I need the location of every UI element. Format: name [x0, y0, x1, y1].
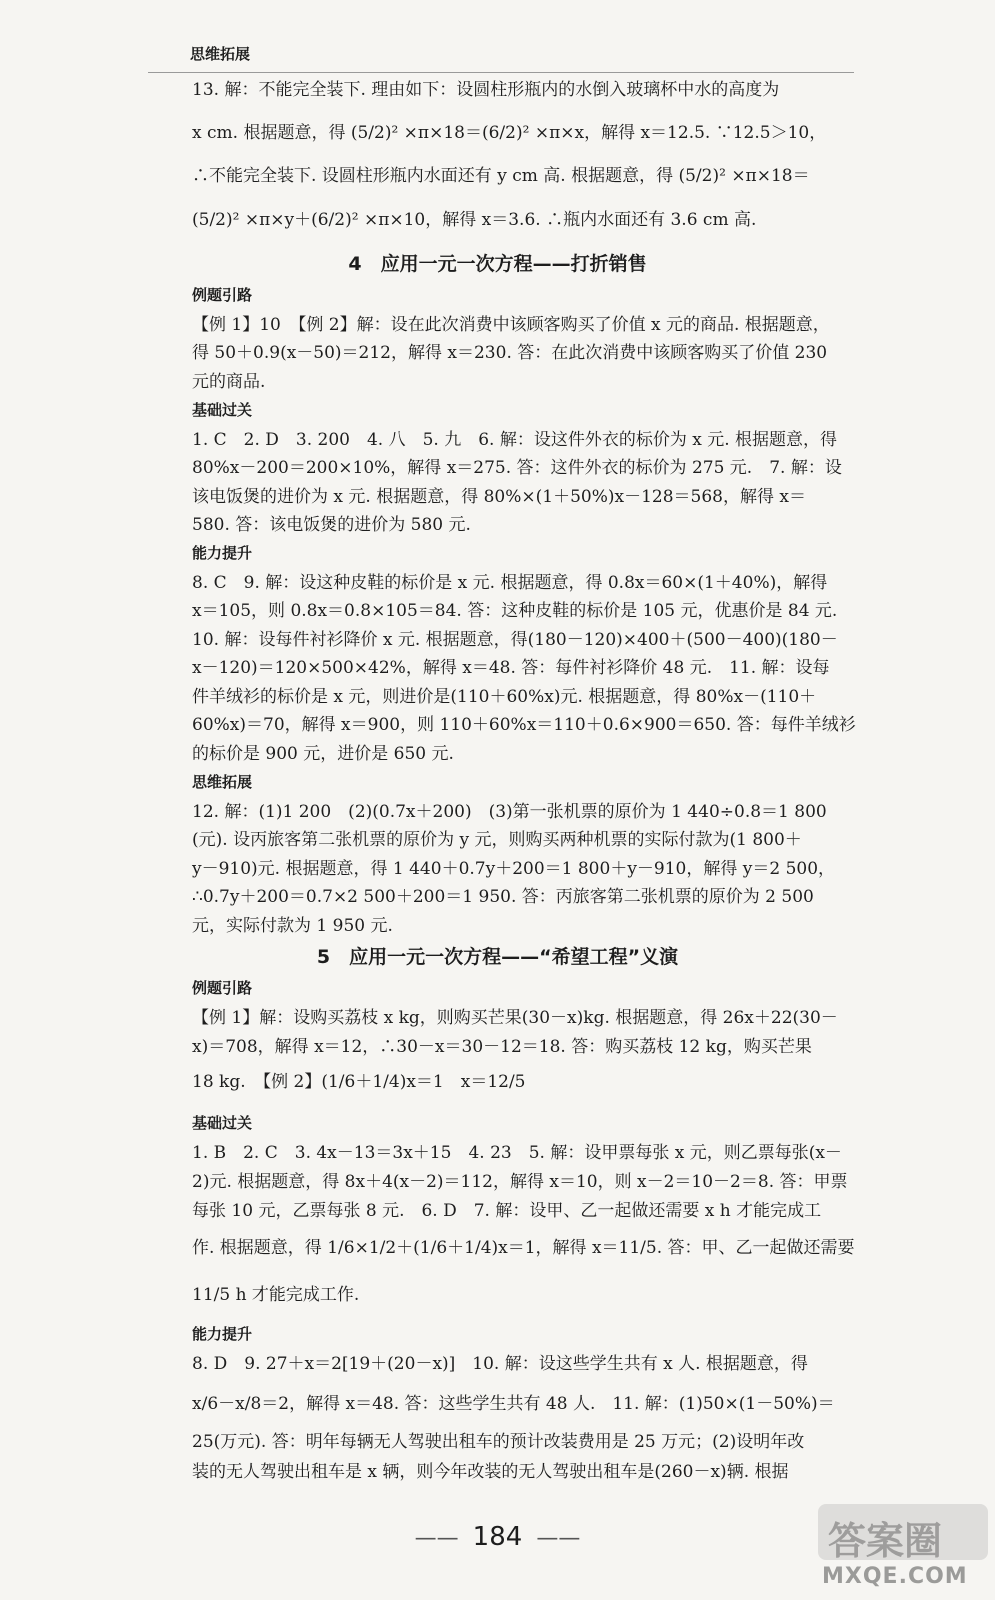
- text-line: 8. C 9. 解：设这种皮鞋的标价是 x 元. 根据题意，得 0.8x＝60×(1＋40%)，解得: [192, 573, 828, 593]
- text-line: 1. C 2. D 3. 200 4. 八 5. 九 6. 解：设这件外衣的标价为 x 元. 根据题意，得: [192, 430, 838, 450]
- text-line: 8. D 9. 27＋x＝2[19＋(20－x)] 10. 解：设这些学生共有 x 人. 根据题意，得: [192, 1354, 808, 1374]
- section-number: 5: [316, 946, 331, 968]
- watermark-logo: 答案圈: [828, 1519, 943, 1563]
- section-title-4: [0, 252, 995, 276]
- text-line: x cm. 根据题意，得 (5/2)² ×π×18＝(6/2)² ×π×x，解得 x＝12.5. ∵12.5＞10，: [192, 123, 827, 143]
- text-line: 25(万元). 答：明年每辆无人驾驶出租车的预计改装费用是 25 万元；(2)设明年改: [192, 1432, 805, 1452]
- text-line: x)＝708，解得 x＝12，∴30－x＝30－12＝18. 答：购买荔枝 12 kg，购买芒果: [192, 1037, 812, 1057]
- text-line: 18 kg. 【例 2】(1/6＋1/4)x＝1 x＝12/5: [192, 1072, 526, 1092]
- subheading: 基础过关: [192, 401, 253, 419]
- text-line: x＝105，则 0.8x＝0.8×105＝84. 答：这种皮鞋的标价是 105 元，优惠价是 84 元.: [192, 601, 838, 621]
- text-line: ∴不能完全装下. 设圆柱形瓶内水面还有 y cm 高. 根据题意，得 (5/2)² ×π×18＝: [192, 166, 810, 186]
- text-line: 的标价是 900 元，进价是 650 元.: [192, 744, 454, 764]
- text-line: (元). 设丙旅客第二张机票的原价为 y 元，则购买两种机票的实际付款为(1 800＋: [192, 830, 802, 850]
- watermark: [818, 1504, 986, 1594]
- text-line: x/6－x/8＝2，解得 x＝48. 答：这些学生共有 48 人. 11. 解：(1)50×(1－50%)＝: [192, 1394, 835, 1414]
- text-line: 【例 1】10 【例 2】解：设在此次消费中该顾客购买了价值 x 元的商品. 根据题意，: [192, 315, 830, 335]
- subheading: 能力提升: [192, 544, 253, 562]
- text-line: x－120)＝120×500×42%，解得 x＝48. 答：每件衬衫降价 48 元. 11. 解：设每: [192, 658, 830, 678]
- text-line: 580. 答：该电饭煲的进价为 580 元.: [192, 515, 471, 535]
- header-title: 思维拓展: [190, 45, 251, 63]
- page-number-value: 184: [472, 1522, 523, 1552]
- subheading: 例题引路: [192, 979, 253, 997]
- section-number: 4: [348, 253, 362, 275]
- text-line: 元的商品.: [192, 372, 266, 392]
- text-line: 件羊绒衫的标价是 x 元，则进价是(110＋60%x)元. 根据题意，得 80%x－(110＋: [192, 687, 817, 707]
- text-line: 11/5 h 才能完成工作.: [192, 1285, 360, 1305]
- text-line: 13. 解：不能完全装下. 理由如下：设圆柱形瓶内的水倒入玻璃杯中水的高度为: [192, 80, 780, 100]
- text-line: 装的无人驾驶出租车是 x 辆，则今年改装的无人驾驶出租车是(260－x)辆. 根据: [192, 1462, 789, 1482]
- text-line: 1. B 2. C 3. 4x－13＝3x＋15 4. 23 5. 解：设甲票每张 x 元，则乙票每张(x－: [192, 1143, 842, 1163]
- text-line: 60%x)＝70，解得 x＝900，则 110＋60%x＝110＋0.6×900＝650. 答：每件羊绒衫: [192, 715, 856, 735]
- section-heading: 应用一元一次方程——“希望工程”义演: [349, 946, 679, 968]
- page-number: —— 184 ——: [414, 1522, 581, 1552]
- section-title-5: [0, 945, 995, 969]
- text-line: 得 50＋0.9(x－50)＝212，解得 x＝230. 答：在此次消费中该顾客购买了价值 230: [192, 343, 828, 363]
- text-line: 该电饭煲的进价为 x 元. 根据题意，得 80%×(1＋50%)x－128＝568，解得 x＝: [192, 487, 806, 507]
- subheading: 思维拓展: [192, 773, 253, 791]
- text-line: 每张 10 元，乙票每张 8 元. 6. D 7. 解：设甲、乙一起做还需要 x h 才能完成工: [192, 1201, 822, 1221]
- text-line: 12. 解：(1)1 200 (2)(0.7x＋200) (3)第一张机票的原价为 1 440÷0.8＝1 800: [192, 802, 827, 822]
- text-line: 【例 1】解：设购买荔枝 x kg，则购买芒果(30－x)kg. 根据题意，得 26x＋22(30－: [192, 1008, 838, 1028]
- text-line: 2)元. 根据题意，得 8x＋4(x－2)＝112，解得 x＝10，则 x－2＝10－2＝8. 答：甲票: [192, 1172, 848, 1192]
- subheading: 基础过关: [192, 1114, 253, 1132]
- subheading: 例题引路: [192, 286, 253, 304]
- text-line: (5/2)² ×π×y＋(6/2)² ×π×10，解得 x＝3.6. ∴瓶内水面还有 3.6 cm 高.: [192, 210, 757, 230]
- text-line: ∴0.7y＋200＝0.7×2 500＋200＝1 950. 答：丙旅客第二张机票的原价为 2 500: [192, 887, 814, 907]
- text-line: y－910)元. 根据题意，得 1 440＋0.7y＋200＝1 800＋y－910，解得 y＝2 500，: [192, 859, 836, 879]
- text-line: 作. 根据题意，得 1/6×1/2＋(1/6＋1/4)x＝1，解得 x＝11/5. 答：甲、乙一起做还需要: [192, 1238, 855, 1258]
- text-line: 元，实际付款为 1 950 元.: [192, 916, 393, 936]
- watermark-text: MXQE.COM: [822, 1564, 968, 1589]
- text-line: 10. 解：设每件衬衫降价 x 元. 根据题意，得(180－120)×400＋(500－400)(180－: [192, 630, 838, 650]
- section-heading: 应用一元一次方程——打折销售: [380, 253, 647, 275]
- subheading: 能力提升: [192, 1325, 253, 1343]
- text-line: 80%x－200＝200×10%，解得 x＝275. 答：这件外衣的标价为 275 元. 7. 解：设: [192, 458, 842, 478]
- header-divider: [148, 72, 854, 73]
